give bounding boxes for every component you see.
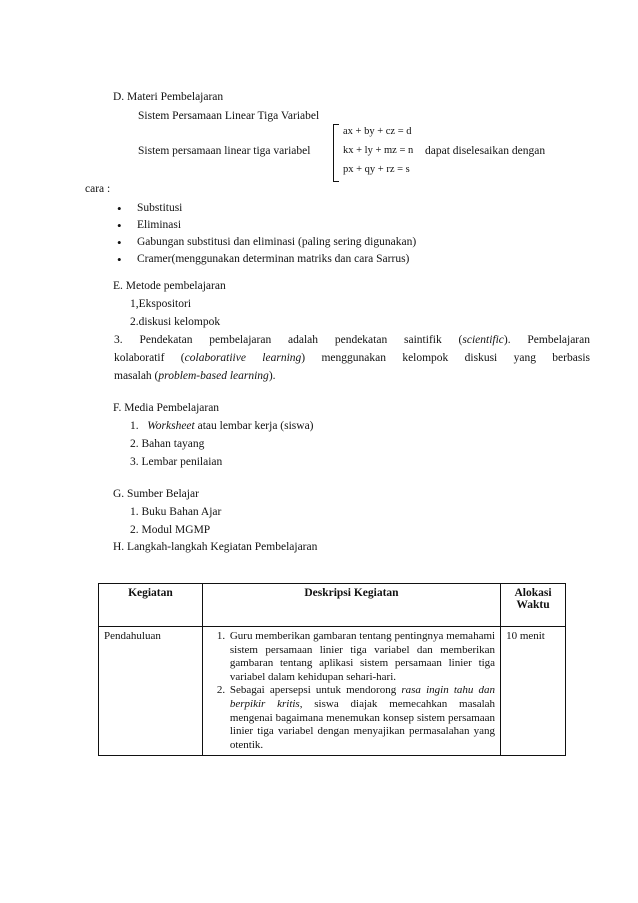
header-deskripsi: Deskripsi Kegiatan	[202, 584, 500, 627]
sumber-item-2: 2. Modul MGMP	[130, 524, 211, 536]
text: kolaboratif (	[114, 352, 185, 364]
equation-system-brace	[333, 124, 339, 182]
deskripsi-item-2	[228, 684, 495, 752]
cell-kegiatan: Pendahuluan	[99, 627, 203, 756]
equation-2: kx + ly + mz = n	[343, 145, 414, 156]
text: , siswa diajak memecahkan masalah mengenai bagaimana menemukan konsep sistem persamaan linier tiga variabel dengan menyajikan permasalahan yang otentik.	[229, 697, 496, 751]
table-header-row	[99, 584, 566, 627]
metode-item-2: 2.diskusi kelompok	[130, 316, 221, 328]
media-item-2: 2. Bahan tayang	[130, 438, 205, 450]
cara-label: cara :	[85, 183, 111, 195]
equation-1: ax + by + cz = d	[343, 126, 412, 137]
kegiatan-table	[98, 583, 566, 756]
metode-paragraph-line-1	[114, 334, 590, 346]
cell-deskripsi	[202, 627, 500, 756]
text-italic: rasa ingin tahu dan berpikir kritis	[229, 684, 496, 710]
section-g-heading: G. Sumber Belajar	[113, 488, 199, 500]
text: ) menggunakan kelompok diskusi yang berbasis	[301, 352, 590, 364]
method-item: • Substitusi	[117, 200, 416, 217]
text: 3. Pendekatan pembelajaran adalah pendekatan saintifik (	[114, 334, 463, 346]
spltv-trail-text: dapat diselesaikan dengan	[425, 145, 546, 157]
text: ).	[268, 370, 276, 382]
section-d-heading: D. Materi Pembelajaran	[113, 91, 224, 103]
media-item-1	[130, 420, 314, 432]
methods-list	[117, 200, 416, 268]
text: 1.	[130, 420, 139, 432]
text-italic: problem-based learning	[158, 370, 269, 382]
text: atau lembar kerja (siswa)	[194, 420, 314, 432]
metode-paragraph-line-3	[114, 370, 276, 382]
sumber-item-1: 1. Buku Bahan Ajar	[130, 506, 222, 518]
text-italic: scientific	[462, 334, 504, 346]
text: ). Pembelajaran	[503, 334, 590, 346]
text: Sebagai apersepsi untuk mendorong	[229, 684, 402, 697]
section-h-heading: H. Langkah-langkah Kegiatan Pembelajaran	[113, 541, 318, 553]
metode-paragraph-line-2	[114, 352, 590, 364]
section-f-heading: F. Media Pembelajaran	[113, 402, 220, 414]
method-item: • Eliminasi	[117, 217, 416, 234]
section-d-subtitle: Sistem Persamaan Linear Tiga Variabel	[138, 110, 320, 122]
deskripsi-item-1: 1. Guru memberikan gambaran tentang pentingnya memahami sistem persamaan linier tiga variabel dan memberikan gambaran tentang aplikasi sistem persamaan linier tiga variabel dalam kehidupan sehari-hari.	[228, 630, 495, 684]
header-kegiatan: Kegiatan	[99, 584, 203, 627]
media-item-3: 3. Lembar penilaian	[130, 456, 223, 468]
text-italic: Worksheet	[147, 420, 195, 432]
metode-item-1: 1,Ekspositori	[130, 298, 192, 310]
text-italic: colaboratiive learning	[184, 352, 302, 364]
spltv-lead-text: Sistem persamaan linear tiga variabel	[138, 145, 311, 157]
method-item: • Cramer(menggunakan determinan matriks dan cara Sarrus)	[117, 251, 416, 268]
header-alokasi: Alokasi Waktu	[501, 584, 566, 627]
cell-waktu: 10 menit	[501, 627, 566, 756]
section-e-heading: E. Metode pembelajaran	[113, 280, 226, 292]
equation-3: px + qy + rz = s	[343, 164, 410, 175]
method-item: • Gabungan substitusi dan eliminasi (paling sering digunakan)	[117, 234, 416, 251]
text: masalah (	[114, 370, 159, 382]
table-row	[99, 627, 566, 756]
